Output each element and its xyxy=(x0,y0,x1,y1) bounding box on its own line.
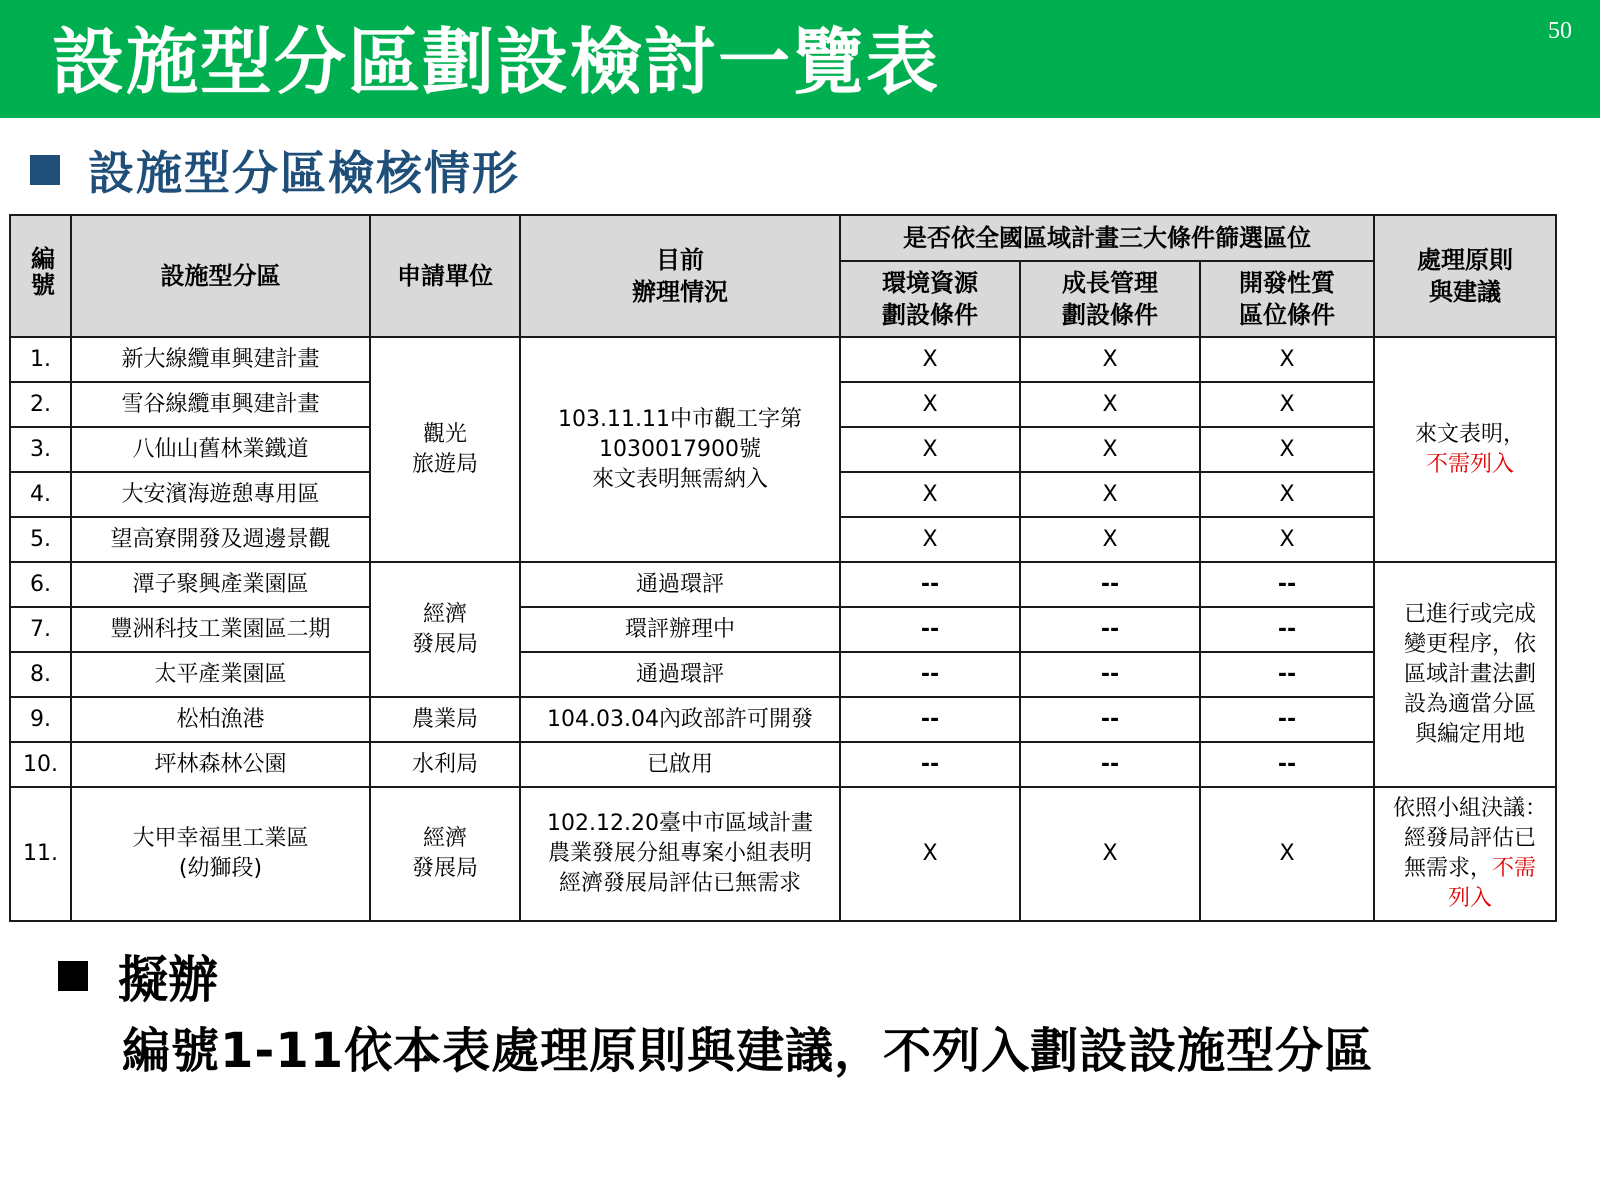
cell-status: 通過環評 xyxy=(520,562,840,607)
cell-dev: X xyxy=(1200,427,1374,472)
cell-growth: X xyxy=(1020,382,1200,427)
cell-zone: 松柏漁港 xyxy=(71,697,370,742)
section-heading-proposal xyxy=(58,940,218,1012)
cell-zone: 太平產業園區 xyxy=(71,652,370,697)
page-number: 50 xyxy=(1548,18,1572,44)
cell-no: 6. xyxy=(10,562,71,607)
cell-text: 不需 xyxy=(1492,856,1537,881)
cell-text: 成長管理 xyxy=(1062,269,1158,297)
cell-unit xyxy=(370,787,520,921)
cell-zone: 豐洲科技工業園區二期 xyxy=(71,607,370,652)
cell-text: 開發性質 xyxy=(1239,269,1335,297)
cell-dev: X xyxy=(1200,382,1374,427)
cell-env: -- xyxy=(840,697,1020,742)
table-row xyxy=(10,337,1556,382)
cell-text: 已進行或完成 xyxy=(1403,601,1536,627)
cell-env: X xyxy=(840,337,1020,382)
cell-zone: 新大線纜車興建計畫 xyxy=(71,337,370,382)
table-row xyxy=(10,652,1556,697)
header-unit: 申請單位 xyxy=(370,215,520,337)
cell-growth: -- xyxy=(1020,652,1200,697)
cell-dev: -- xyxy=(1200,607,1374,652)
cell-status: 104.03.04內政部許可開發 xyxy=(520,697,840,742)
cell-principle-row11 xyxy=(1374,787,1556,921)
cell-env: -- xyxy=(840,652,1020,697)
title-bar xyxy=(0,0,1600,118)
cell-text: 區域計畫法劃 xyxy=(1403,661,1536,687)
header-dev xyxy=(1200,261,1374,337)
cell-text: 來文表明， xyxy=(1414,421,1525,447)
cell-env: X xyxy=(840,427,1020,472)
cell-text: 劃設條件 xyxy=(882,301,978,329)
header-principle xyxy=(1374,215,1556,337)
cell-text: 辦理情況 xyxy=(632,278,728,306)
cell-no: 8. xyxy=(10,652,71,697)
cell-dev: X xyxy=(1200,517,1374,562)
cell-zone xyxy=(71,787,370,921)
cell-text: 變更程序，依 xyxy=(1403,631,1536,657)
cell-zone: 潭子聚興產業園區 xyxy=(71,562,370,607)
cell-text: 不需列入 xyxy=(1425,451,1514,477)
cell-growth: X xyxy=(1020,787,1200,921)
section-heading-text: 設施型分區檢核情形 xyxy=(88,146,520,200)
cell-growth: X xyxy=(1020,337,1200,382)
cell-text: 經濟 xyxy=(422,601,467,627)
cell-dev: -- xyxy=(1200,652,1374,697)
conclusion-text: 編號1-11依本表處理原則與建議，不列入劃設設施型分區 xyxy=(122,1023,1374,1079)
cell-zone: 坪林森林公園 xyxy=(71,742,370,787)
cell-text: 經濟發展局評估已無需求 xyxy=(558,871,801,896)
cell-text: 目前 xyxy=(656,246,704,274)
cell-text: 無需求， xyxy=(1403,856,1492,881)
table-row xyxy=(10,607,1556,652)
table-row xyxy=(10,787,1556,921)
cell-text: (幼獅段) xyxy=(178,856,263,881)
cell-no: 5. xyxy=(10,517,71,562)
cell-growth: X xyxy=(1020,427,1200,472)
square-bullet-icon xyxy=(30,155,60,185)
cell-status: 環評辦理中 xyxy=(520,607,840,652)
cell-text: 劃設條件 xyxy=(1062,301,1158,329)
cell-dev: -- xyxy=(1200,697,1374,742)
cell-text: 發展局 xyxy=(411,856,478,881)
cell-status: 通過環評 xyxy=(520,652,840,697)
cell-status: 已啟用 xyxy=(520,742,840,787)
cell-zone: 望高寮開發及週邊景觀 xyxy=(71,517,370,562)
cell-dev: X xyxy=(1200,787,1374,921)
page-title: 設施型分區劃設檢討一覽表 xyxy=(52,19,941,104)
cell-text: 環境資源 xyxy=(882,269,978,297)
cell-unit-tourism xyxy=(370,337,520,562)
cell-no: 4. xyxy=(10,472,71,517)
cell-no: 11. xyxy=(10,787,71,921)
cell-text: 區位條件 xyxy=(1239,301,1335,329)
cell-zone: 大安濱海遊憩專用區 xyxy=(71,472,370,517)
cell-text: 編號 xyxy=(26,246,55,298)
cell-text: 經發局評估已 xyxy=(1403,826,1536,851)
cell-no: 3. xyxy=(10,427,71,472)
cell-no: 9. xyxy=(10,697,71,742)
cell-no: 7. xyxy=(10,607,71,652)
cell-text: 103.11.11中市觀工字第 xyxy=(558,406,802,432)
cell-unit: 農業局 xyxy=(370,697,520,742)
cell-dev: X xyxy=(1200,472,1374,517)
cell-text: 旅遊局 xyxy=(411,451,478,477)
cell-env: -- xyxy=(840,742,1020,787)
cell-text: 與建議 xyxy=(1429,278,1501,306)
table-row xyxy=(10,697,1556,742)
section-heading-text: 擬辦 xyxy=(118,951,218,1009)
cell-no: 2. xyxy=(10,382,71,427)
cell-no: 1. xyxy=(10,337,71,382)
cell-text: 處理原則 xyxy=(1417,246,1513,274)
section-heading-check xyxy=(30,140,520,200)
cell-text: 設為適當分區 xyxy=(1403,691,1536,717)
cell-text: 依照小組決議： xyxy=(1392,796,1547,821)
cell-growth: X xyxy=(1020,472,1200,517)
cell-text: 觀光 xyxy=(422,421,467,447)
cell-env: X xyxy=(840,517,1020,562)
cell-text: 來文表明無需納入 xyxy=(591,466,768,492)
header-zone: 設施型分區 xyxy=(71,215,370,337)
cell-growth: -- xyxy=(1020,562,1200,607)
table-row xyxy=(10,742,1556,787)
table-row xyxy=(10,562,1556,607)
cell-no: 10. xyxy=(10,742,71,787)
cell-dev: X xyxy=(1200,337,1374,382)
cell-text: 發展局 xyxy=(411,631,478,657)
cell-unit-economic xyxy=(370,562,520,697)
cell-text: 102.12.20臺中市區域計畫 xyxy=(547,811,813,836)
cell-text: 農業發展分組專案小組表明 xyxy=(547,841,812,866)
header-env xyxy=(840,261,1020,337)
cell-dev: -- xyxy=(1200,562,1374,607)
cell-principle-completed xyxy=(1374,562,1556,787)
cell-zone: 八仙山舊林業鐵道 xyxy=(71,427,370,472)
cell-text: 經濟 xyxy=(422,826,467,851)
cell-unit: 水利局 xyxy=(370,742,520,787)
cell-env: X xyxy=(840,382,1020,427)
cell-env: -- xyxy=(840,562,1020,607)
cell-status-tourism xyxy=(520,337,840,562)
header-criteria-group: 是否依全國區域計畫三大條件篩選區位 xyxy=(840,215,1374,261)
cell-env: -- xyxy=(840,607,1020,652)
header-no xyxy=(10,215,71,337)
facility-zone-table xyxy=(9,214,1557,922)
cell-text: 大甲幸福里工業區 xyxy=(132,826,309,851)
cell-growth: -- xyxy=(1020,697,1200,742)
cell-env: X xyxy=(840,472,1020,517)
header-growth xyxy=(1020,261,1200,337)
cell-growth: X xyxy=(1020,517,1200,562)
cell-principle-tourism xyxy=(1374,337,1556,562)
header-status xyxy=(520,215,840,337)
cell-text: 1030017900號 xyxy=(599,436,761,462)
cell-zone: 雪谷線纜車興建計畫 xyxy=(71,382,370,427)
cell-growth: -- xyxy=(1020,742,1200,787)
cell-status xyxy=(520,787,840,921)
square-bullet-icon xyxy=(58,961,88,991)
cell-dev: -- xyxy=(1200,742,1374,787)
cell-text xyxy=(1391,854,1549,884)
cell-text: 列入 xyxy=(1447,886,1492,911)
cell-text: 與編定用地 xyxy=(1414,721,1525,747)
cell-growth: -- xyxy=(1020,607,1200,652)
cell-env: X xyxy=(840,787,1020,921)
